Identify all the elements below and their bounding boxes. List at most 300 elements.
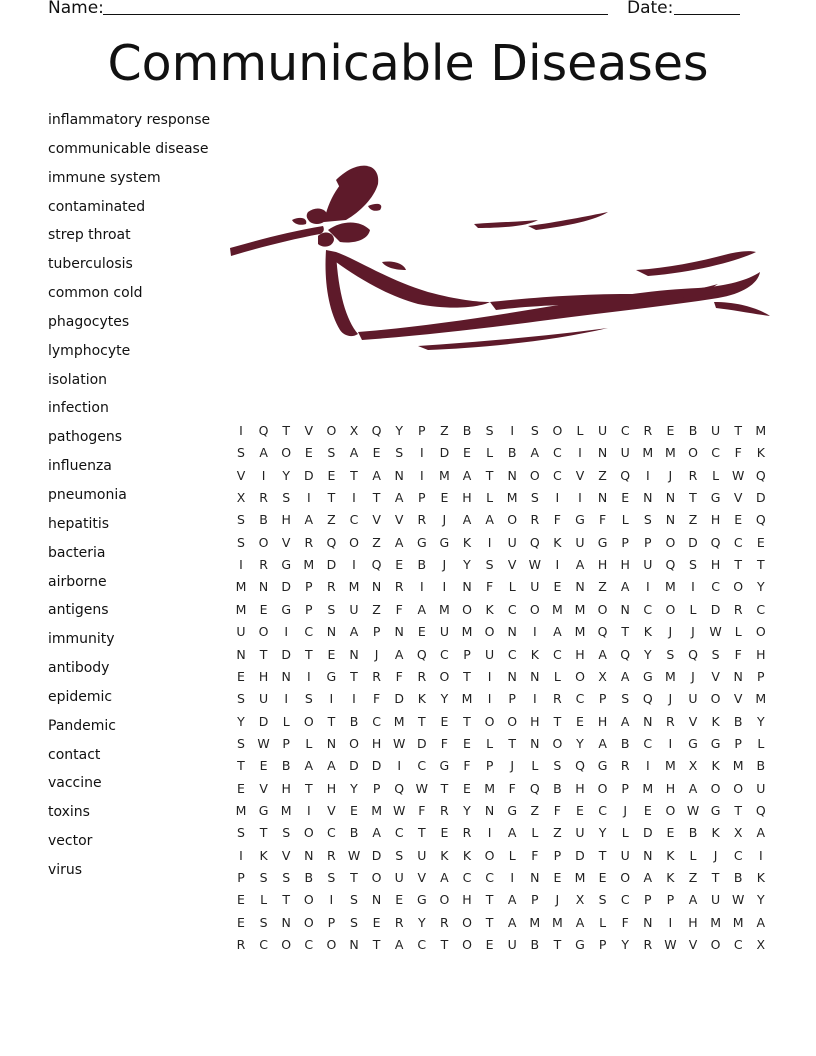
grid-letter[interactable]: C (327, 825, 336, 841)
grid-letter[interactable]: S (237, 691, 245, 707)
grid-letter[interactable]: Q (416, 646, 427, 662)
grid-letter[interactable]: P (463, 646, 471, 662)
grid-letter[interactable]: M (551, 914, 563, 930)
grid-letter[interactable]: E (621, 490, 630, 506)
grid-letter[interactable]: F (418, 802, 426, 818)
grid-letter[interactable]: K (756, 445, 765, 461)
grid-letter[interactable]: P (531, 892, 539, 908)
grid-letter[interactable]: E (666, 825, 675, 841)
grid-letter[interactable]: P (418, 490, 426, 506)
grid-letter[interactable]: J (691, 668, 695, 684)
grid-letter[interactable]: I (532, 624, 537, 640)
grid-letter[interactable]: L (305, 735, 313, 751)
grid-letter[interactable]: V (575, 467, 585, 483)
grid-letter[interactable]: O (620, 870, 631, 885)
grid-letter[interactable]: G (281, 601, 292, 617)
grid-letter[interactable]: Z (327, 512, 336, 528)
grid-letter[interactable]: O (439, 668, 450, 684)
grid-letter[interactable]: Q (326, 534, 337, 550)
grid-letter[interactable]: O (484, 713, 495, 729)
grid-letter[interactable]: R (440, 802, 449, 818)
grid-letter[interactable]: C (304, 624, 314, 640)
grid-letter[interactable]: O (665, 601, 676, 617)
grid-letter[interactable]: E (259, 601, 268, 617)
grid-letter[interactable]: O (303, 713, 314, 729)
grid-letter[interactable]: A (394, 646, 404, 662)
grid-letter[interactable]: K (417, 691, 426, 707)
date-field[interactable] (674, 14, 740, 15)
grid-letter[interactable]: O (688, 445, 698, 461)
grid-letter[interactable]: O (462, 937, 472, 953)
grid-letter[interactable]: K (711, 825, 720, 841)
grid-letter[interactable]: P (237, 870, 245, 885)
grid-letter[interactable]: T (417, 825, 426, 841)
grid-letter[interactable]: D (575, 847, 585, 863)
grid-letter[interactable]: I (261, 467, 266, 483)
grid-letter[interactable]: D (416, 735, 427, 751)
grid-letter[interactable]: H (688, 914, 698, 930)
grid-letter[interactable]: N (733, 668, 743, 684)
grid-letter[interactable]: A (485, 512, 494, 528)
grid-letter[interactable]: N (281, 914, 291, 930)
grid-letter[interactable]: O (552, 735, 563, 751)
grid-letter[interactable]: T (553, 937, 562, 953)
grid-letter[interactable]: L (486, 490, 494, 506)
grid-letter[interactable]: L (486, 445, 494, 461)
grid-letter[interactable]: G (575, 512, 585, 528)
grid-letter[interactable]: I (306, 668, 311, 684)
grid-letter[interactable]: E (350, 802, 358, 818)
grid-letter[interactable]: I (352, 557, 356, 573)
grid-letter[interactable]: C (417, 937, 427, 953)
grid-letter[interactable]: M (574, 624, 586, 640)
grid-letter[interactable]: E (259, 758, 268, 774)
grid-letter[interactable]: A (394, 534, 404, 550)
grid-letter[interactable]: I (239, 423, 243, 438)
grid-letter[interactable]: T (259, 825, 268, 841)
grid-letter[interactable]: S (304, 691, 313, 707)
grid-letter[interactable]: J (668, 691, 673, 707)
grid-letter[interactable]: B (620, 735, 630, 751)
grid-letter[interactable]: R (259, 490, 268, 506)
grid-letter[interactable]: F (734, 445, 742, 461)
grid-letter[interactable]: S (282, 490, 291, 506)
grid-letter[interactable]: S (327, 601, 336, 617)
grid-letter[interactable]: Y (395, 423, 403, 438)
grid-letter[interactable]: H (371, 735, 382, 751)
grid-letter[interactable]: O (349, 534, 359, 550)
grid-letter[interactable]: O (597, 780, 608, 796)
grid-letter[interactable]: U (236, 624, 246, 640)
grid-letter[interactable]: O (665, 534, 676, 550)
grid-letter[interactable]: F (395, 601, 403, 617)
grid-letter[interactable]: U (711, 892, 721, 908)
grid-letter[interactable]: B (507, 445, 517, 461)
grid-letter[interactable]: U (349, 601, 359, 617)
grid-letter[interactable]: M (371, 802, 382, 818)
grid-letter[interactable]: Y (643, 646, 652, 662)
grid-letter[interactable]: N (326, 735, 337, 751)
grid-letter[interactable]: N (643, 713, 653, 729)
grid-letter[interactable]: R (394, 579, 404, 595)
grid-letter[interactable]: C (643, 735, 653, 751)
grid-letter[interactable]: V (688, 713, 698, 729)
grid-letter[interactable]: V (372, 512, 381, 528)
grid-letter[interactable]: A (575, 914, 585, 930)
grid-letter[interactable]: O (552, 423, 563, 438)
grid-letter[interactable]: T (304, 780, 313, 796)
grid-letter[interactable]: E (463, 735, 471, 751)
grid-letter[interactable]: G (416, 892, 427, 908)
grid-letter[interactable]: M (235, 579, 247, 595)
grid-letter[interactable]: O (303, 914, 314, 930)
grid-letter[interactable]: T (440, 937, 449, 953)
grid-letter[interactable]: D (371, 758, 382, 774)
grid-letter[interactable]: T (372, 490, 381, 506)
grid-letter[interactable]: N (394, 624, 404, 640)
grid-letter[interactable]: I (555, 557, 560, 573)
grid-letter[interactable]: U (439, 624, 449, 640)
grid-letter[interactable]: D (688, 534, 698, 550)
grid-letter[interactable]: H (258, 668, 269, 684)
grid-letter[interactable]: Z (553, 825, 562, 841)
grid-letter[interactable]: O (303, 892, 314, 908)
grid-letter[interactable]: O (710, 937, 721, 953)
grid-letter[interactable]: J (374, 646, 379, 662)
grid-letter[interactable]: E (756, 534, 765, 550)
grid-letter[interactable]: Q (371, 557, 382, 573)
grid-letter[interactable]: F (531, 847, 539, 863)
grid-letter[interactable]: Q (529, 534, 540, 550)
word-search-grid[interactable] (230, 420, 770, 960)
grid-letter[interactable]: I (555, 490, 560, 506)
grid-letter[interactable]: O (507, 713, 518, 729)
grid-letter[interactable]: R (372, 668, 381, 684)
grid-letter[interactable]: H (281, 512, 291, 528)
grid-letter[interactable]: V (711, 668, 720, 684)
grid-letter[interactable]: S (711, 646, 720, 662)
grid-letter[interactable]: S (643, 512, 652, 528)
grid-letter[interactable]: P (553, 847, 562, 863)
grid-letter[interactable]: R (417, 512, 427, 528)
grid-letter[interactable]: U (575, 825, 585, 841)
grid-letter[interactable]: C (485, 870, 494, 885)
grid-letter[interactable]: E (372, 914, 381, 930)
grid-letter[interactable]: Q (665, 557, 676, 573)
grid-letter[interactable]: Y (576, 735, 584, 751)
grid-letter[interactable]: C (711, 579, 720, 595)
grid-letter[interactable]: G (439, 534, 450, 550)
grid-letter[interactable]: G (258, 802, 269, 818)
grid-letter[interactable]: W (257, 735, 270, 751)
grid-letter[interactable]: E (576, 802, 584, 818)
grid-letter[interactable]: X (598, 668, 607, 684)
grid-letter[interactable]: G (642, 668, 653, 684)
grid-letter[interactable]: I (352, 691, 356, 707)
grid-letter[interactable]: X (756, 937, 766, 953)
grid-letter[interactable]: I (510, 870, 515, 885)
grid-letter[interactable]: I (329, 691, 334, 707)
grid-letter[interactable]: T (350, 668, 358, 684)
grid-letter[interactable]: F (372, 691, 381, 707)
grid-letter[interactable]: D (394, 691, 404, 707)
grid-letter[interactable]: Y (756, 579, 765, 595)
grid-letter[interactable]: O (575, 668, 585, 684)
grid-letter[interactable]: S (689, 557, 697, 573)
grid-letter[interactable]: I (758, 847, 763, 863)
grid-letter[interactable]: A (507, 825, 517, 841)
grid-letter[interactable]: U (756, 780, 766, 796)
grid-letter[interactable]: F (621, 914, 629, 930)
grid-letter[interactable]: U (643, 557, 653, 573)
grid-letter[interactable]: N (575, 579, 585, 595)
grid-letter[interactable]: I (691, 579, 695, 595)
grid-letter[interactable]: Q (710, 534, 721, 550)
grid-letter[interactable]: I (239, 847, 243, 863)
grid-letter[interactable]: S (666, 646, 675, 662)
grid-letter[interactable]: R (462, 825, 472, 841)
grid-letter[interactable]: A (372, 467, 381, 483)
grid-letter[interactable]: S (259, 914, 268, 930)
grid-letter[interactable]: T (485, 892, 494, 908)
grid-letter[interactable]: L (486, 735, 494, 751)
grid-letter[interactable]: A (643, 870, 653, 885)
grid-letter[interactable]: B (259, 512, 268, 528)
grid-letter[interactable]: M (529, 914, 541, 930)
grid-letter[interactable]: Y (756, 713, 765, 729)
grid-letter[interactable]: T (327, 490, 336, 506)
grid-letter[interactable]: T (734, 802, 742, 818)
grid-letter[interactable]: D (439, 445, 450, 461)
grid-letter[interactable]: A (620, 668, 630, 684)
grid-letter[interactable]: U (485, 646, 495, 662)
grid-letter[interactable]: E (553, 870, 562, 885)
grid-letter[interactable]: P (305, 579, 313, 595)
grid-letter[interactable]: M (235, 601, 247, 617)
grid-letter[interactable]: V (281, 847, 291, 863)
grid-letter[interactable]: P (598, 691, 607, 707)
grid-letter[interactable]: I (397, 758, 402, 774)
grid-letter[interactable]: J (442, 557, 447, 573)
grid-letter[interactable]: F (463, 758, 471, 774)
grid-letter[interactable]: E (304, 445, 313, 461)
grid-letter[interactable]: N (530, 735, 540, 751)
name-field[interactable] (103, 14, 608, 15)
grid-letter[interactable]: B (733, 870, 743, 885)
grid-letter[interactable]: M (348, 579, 360, 595)
grid-letter[interactable]: U (575, 534, 585, 550)
grid-letter[interactable]: W (528, 557, 541, 573)
grid-letter[interactable]: K (756, 870, 765, 885)
grid-letter[interactable]: L (689, 847, 697, 863)
grid-letter[interactable]: N (484, 802, 495, 818)
grid-letter[interactable]: P (757, 668, 765, 684)
grid-letter[interactable]: T (756, 557, 765, 573)
grid-letter[interactable]: M (506, 490, 518, 506)
grid-letter[interactable]: K (462, 534, 472, 550)
grid-letter[interactable]: C (394, 825, 404, 841)
grid-letter[interactable]: I (419, 579, 424, 595)
grid-letter[interactable]: T (282, 423, 290, 438)
grid-letter[interactable]: O (258, 534, 269, 550)
grid-letter[interactable]: H (530, 713, 540, 729)
grid-letter[interactable]: U (394, 870, 404, 885)
grid-letter[interactable]: H (462, 892, 472, 908)
grid-letter[interactable]: A (394, 937, 404, 953)
grid-letter[interactable]: E (440, 490, 449, 506)
grid-letter[interactable]: C (440, 646, 449, 662)
grid-letter[interactable]: L (576, 423, 584, 438)
grid-letter[interactable]: G (710, 802, 721, 818)
grid-letter[interactable]: J (623, 802, 628, 818)
grid-letter[interactable]: E (463, 445, 471, 461)
grid-letter[interactable]: I (668, 735, 673, 751)
grid-letter[interactable]: Y (756, 892, 765, 908)
grid-letter[interactable]: M (664, 758, 676, 774)
grid-letter[interactable]: I (645, 758, 650, 774)
grid-letter[interactable]: O (529, 601, 540, 617)
grid-letter[interactable]: B (688, 423, 698, 438)
grid-letter[interactable]: L (531, 758, 539, 774)
grid-letter[interactable]: I (239, 557, 243, 573)
grid-letter[interactable]: A (304, 512, 314, 528)
grid-letter[interactable]: O (462, 914, 472, 930)
grid-letter[interactable]: N (236, 646, 246, 662)
grid-letter[interactable]: Q (371, 423, 382, 438)
grid-letter[interactable]: V (304, 423, 314, 438)
grid-letter[interactable]: N (620, 601, 630, 617)
grid-letter[interactable]: M (461, 624, 473, 640)
grid-letter[interactable]: S (485, 423, 494, 438)
grid-letter[interactable]: L (712, 467, 720, 483)
grid-letter[interactable]: E (485, 937, 494, 953)
grid-letter[interactable]: U (417, 847, 427, 863)
grid-letter[interactable]: C (711, 445, 720, 461)
grid-letter[interactable]: M (484, 780, 495, 796)
grid-letter[interactable]: C (733, 937, 743, 953)
grid-letter[interactable]: T (734, 557, 742, 573)
grid-letter[interactable]: R (327, 579, 336, 595)
grid-letter[interactable]: W (732, 892, 745, 908)
grid-letter[interactable]: O (439, 892, 450, 908)
grid-letter[interactable]: Z (372, 534, 381, 550)
grid-letter[interactable]: S (485, 557, 494, 573)
grid-letter[interactable]: P (621, 780, 629, 796)
grid-letter[interactable]: Q (755, 467, 766, 483)
grid-letter[interactable]: C (349, 512, 359, 528)
grid-letter[interactable]: J (713, 847, 718, 863)
grid-letter[interactable]: S (553, 758, 562, 774)
grid-letter[interactable]: E (237, 668, 245, 684)
grid-letter[interactable]: Q (642, 691, 653, 707)
grid-letter[interactable]: S (350, 892, 358, 908)
grid-letter[interactable]: N (349, 937, 359, 953)
grid-letter[interactable]: K (711, 758, 720, 774)
grid-letter[interactable]: N (507, 624, 517, 640)
grid-letter[interactable]: A (620, 713, 630, 729)
grid-letter[interactable]: R (643, 423, 653, 438)
grid-letter[interactable]: S (530, 490, 539, 506)
grid-letter[interactable]: D (642, 825, 653, 841)
grid-letter[interactable]: O (371, 870, 382, 885)
grid-letter[interactable]: H (756, 646, 766, 662)
grid-letter[interactable]: D (349, 758, 359, 774)
grid-letter[interactable]: S (237, 445, 245, 461)
grid-letter[interactable]: W (393, 735, 406, 751)
grid-letter[interactable]: T (350, 467, 358, 483)
grid-letter[interactable]: N (530, 668, 540, 684)
grid-letter[interactable]: A (756, 914, 766, 930)
grid-letter[interactable]: A (553, 624, 562, 640)
grid-letter[interactable]: M (303, 557, 315, 573)
grid-letter[interactable]: C (575, 691, 585, 707)
grid-letter[interactable]: M (393, 713, 405, 729)
grid-letter[interactable]: P (305, 601, 313, 617)
grid-letter[interactable]: I (284, 624, 289, 640)
grid-letter[interactable]: G (326, 668, 337, 684)
grid-letter[interactable]: Y (282, 467, 290, 483)
grid-letter[interactable]: C (643, 601, 653, 617)
grid-letter[interactable]: E (598, 870, 607, 885)
grid-letter[interactable]: E (417, 624, 426, 640)
grid-letter[interactable]: P (644, 892, 652, 908)
grid-letter[interactable]: R (553, 691, 562, 707)
grid-letter[interactable]: X (349, 423, 359, 438)
grid-letter[interactable]: M (664, 579, 676, 595)
grid-letter[interactable]: M (438, 467, 450, 483)
grid-letter[interactable]: L (621, 825, 629, 841)
grid-letter[interactable]: F (508, 780, 516, 796)
grid-letter[interactable]: I (352, 490, 356, 506)
grid-letter[interactable]: A (462, 512, 472, 528)
grid-letter[interactable]: V (507, 557, 517, 573)
grid-letter[interactable]: K (485, 601, 494, 617)
grid-letter[interactable]: R (417, 668, 427, 684)
grid-letter[interactable]: N (643, 914, 653, 930)
grid-letter[interactable]: A (756, 825, 766, 841)
grid-letter[interactable]: R (733, 601, 743, 617)
grid-letter[interactable]: E (553, 579, 562, 595)
grid-letter[interactable]: P (734, 735, 742, 751)
grid-letter[interactable]: D (303, 467, 314, 483)
grid-letter[interactable]: B (733, 713, 743, 729)
grid-letter[interactable]: O (710, 691, 721, 707)
grid-letter[interactable]: O (507, 512, 518, 528)
grid-letter[interactable]: S (598, 892, 607, 908)
grid-letter[interactable]: G (688, 735, 698, 751)
grid-letter[interactable]: L (734, 624, 742, 640)
grid-letter[interactable]: M (664, 668, 676, 684)
grid-letter[interactable]: U (598, 423, 608, 438)
grid-letter[interactable]: W (664, 937, 677, 953)
grid-letter[interactable]: H (281, 780, 291, 796)
grid-letter[interactable]: I (510, 423, 515, 438)
grid-letter[interactable]: B (281, 758, 291, 774)
grid-letter[interactable]: B (349, 713, 359, 729)
grid-letter[interactable]: E (440, 825, 449, 841)
grid-letter[interactable]: R (259, 557, 268, 573)
grid-letter[interactable]: I (329, 892, 334, 908)
grid-letter[interactable]: Q (575, 758, 585, 774)
grid-letter[interactable]: Y (598, 825, 607, 841)
grid-letter[interactable]: Y (463, 557, 471, 573)
grid-letter[interactable]: Z (372, 601, 381, 617)
grid-letter[interactable]: Q (258, 423, 269, 438)
grid-letter[interactable]: O (303, 825, 314, 841)
grid-letter[interactable]: T (553, 713, 562, 729)
grid-letter[interactable]: O (258, 624, 269, 640)
grid-letter[interactable]: C (553, 646, 562, 662)
